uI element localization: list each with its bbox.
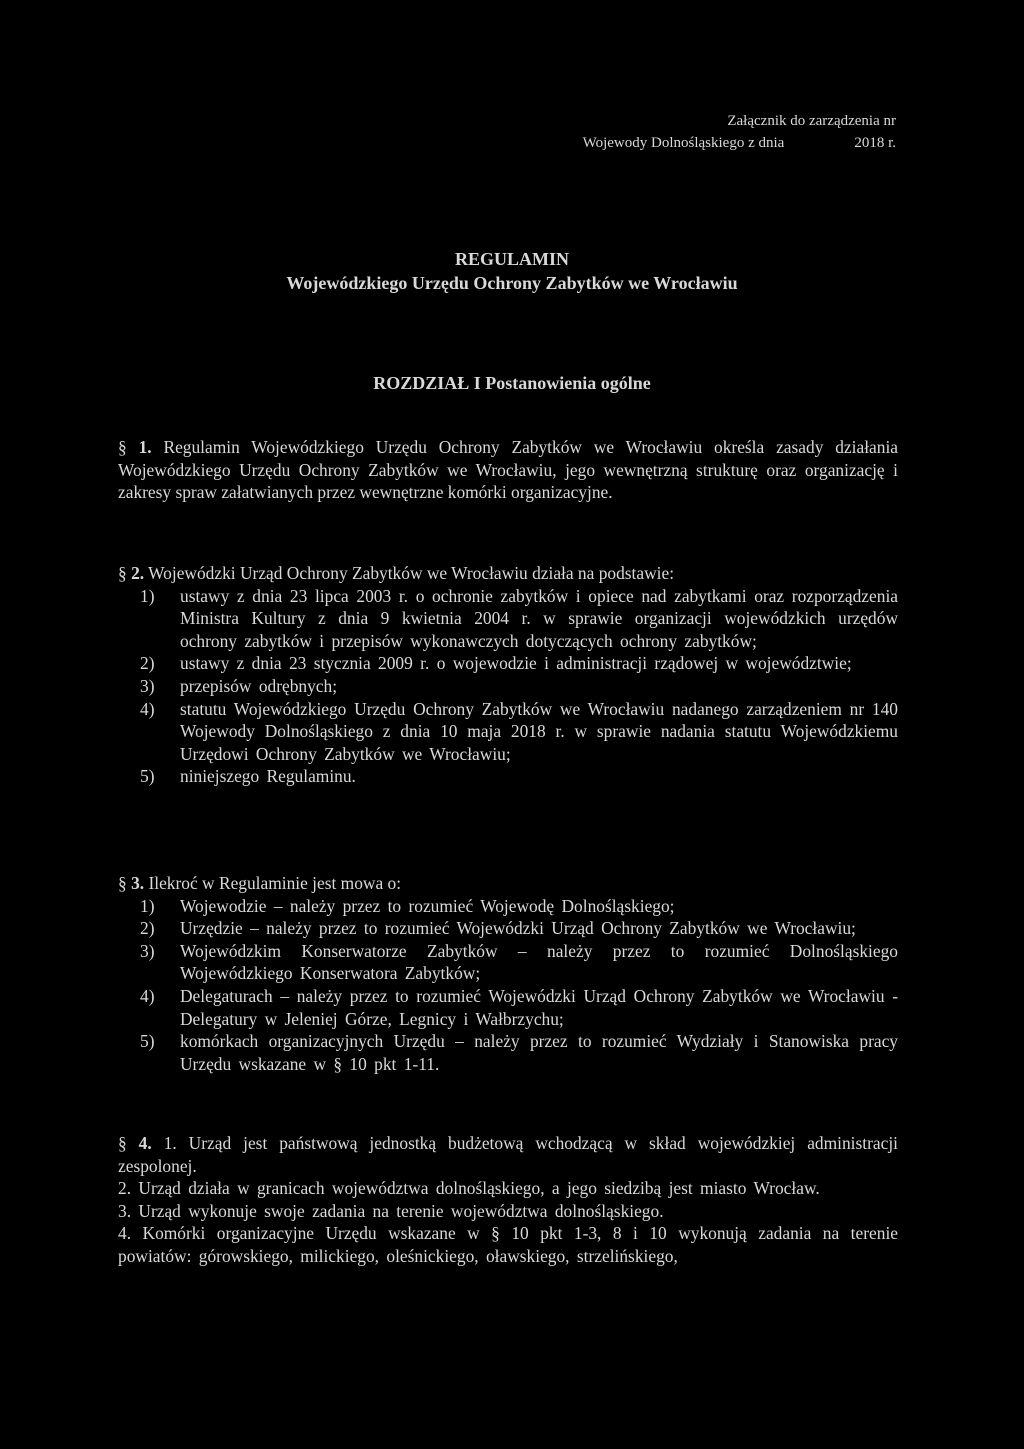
list-item [118, 765, 898, 788]
list-item [118, 698, 898, 766]
header-line-2-left: Wojewody Dolnośląskiego z dnia [582, 135, 785, 151]
section-4-p1: 1. Urząd jest państwową jednostką budżetową wchodzącą w skład wojewódzkiej administracji zespolonej. [118, 1133, 898, 1176]
section-4-p2: 2. Urząd działa w granicach województwa dolnośląskiego, a jego siedzibą jest miasto Wrocław. [118, 1178, 820, 1199]
section-4-paragraph-1 [118, 1132, 898, 1177]
section-4 [118, 1132, 898, 1268]
list-item-text: Urzędzie – należy przez to rozumieć Wojewódzki Urząd Ochrony Zabytków we Wrocławiu; [180, 918, 856, 939]
section-2-list [118, 585, 898, 788]
section-2-intro-paragraph [118, 562, 898, 585]
list-item-text: niniejszego Regulaminu. [180, 766, 356, 787]
section-3-intro: Ilekroć w Regulaminie jest mowa o: [148, 873, 402, 893]
list-item [118, 675, 898, 698]
list-item-text: Wojewodzie – należy przez to rozumieć Wojewodę Dolnośląskiego; [180, 895, 675, 916]
section-1-paragraph [118, 436, 898, 504]
list-item-number: 5) [140, 766, 155, 787]
list-item-text: Delegaturach – należy przez to rozumieć Wojewódzki Urząd Ochrony Zabytków we Wrocławiu - Delegatury w Jeleniej Górze, Legnicy i Wałbrzychu; [180, 985, 898, 1029]
section-4-mark: § [118, 1133, 127, 1153]
header-line-1: Załącznik do zarządzenia nr [727, 113, 896, 129]
section-2-mark: § [118, 563, 127, 583]
list-item-text: przepisów odrębnych; [180, 675, 338, 696]
section-1-number: 1. [138, 437, 152, 457]
list-item-number: 5) [140, 1031, 155, 1052]
section-3 [118, 872, 898, 1075]
list-item-number: 4) [140, 985, 155, 1006]
section-4-p4: 4. Komórki organizacyjne Urzędu wskazane w § 10 pkt 1-3, 8 i 10 wykonują zadania na terenie powiatów: górowskiego, milickiego, oleśnickiego, oławskiego, strzelińskiego, [118, 1223, 898, 1266]
list-item [118, 985, 898, 1030]
section-4-number: 4. [138, 1133, 152, 1153]
list-item [118, 917, 898, 940]
list-item-number: 3) [140, 940, 155, 961]
list-item [118, 895, 898, 918]
list-item [118, 652, 898, 675]
list-item [118, 940, 898, 985]
section-2 [118, 562, 898, 788]
title-line-2: Wojewódzkiego Urzędu Ochrony Zabytków we Wrocławiu [286, 273, 738, 293]
list-item-text: Wojewódzkim Konserwatorze Zabytków – należy przez to rozumieć Dolnośląskiego Wojewódzkiego Konserwatora Zabytków; [180, 940, 898, 984]
header-line-2-year: 2018 r. [854, 135, 896, 151]
section-3-list [118, 895, 898, 1076]
list-item-number: 2) [140, 918, 155, 939]
list-item [118, 1030, 898, 1075]
list-item-number: 1) [140, 895, 155, 916]
title-line-1: REGULAMIN [454, 249, 569, 269]
list-item-number: 3) [140, 675, 155, 696]
section-1-text: Regulamin Wojewódzkiego Urzędu Ochrony Zabytków we Wrocławiu określa zasady działania Wojewódzkiego Urzędu Ochrony Zabytków we Wrocławiu, jego wewnętrzną strukturę oraz organizację i zakresy spraw załatwianych przez wewnętrzne komórki organizacyjne. [118, 437, 899, 503]
list-item-text: ustawy z dnia 23 stycznia 2009 r. o wojewodzie i administracji rządowej w województwie; [180, 653, 852, 674]
section-2-intro: Wojewódzki Urząd Ochrony Zabytków we Wrocławiu działa na podstawie: [148, 563, 675, 583]
header-line-2 [416, 132, 896, 154]
list-item-number: 2) [140, 653, 155, 674]
section-1 [118, 436, 898, 504]
list-item-number: 1) [140, 585, 155, 606]
section-3-intro-paragraph [118, 872, 898, 895]
chapter-heading: ROZDZIAŁ I Postanowienia ogólne [373, 373, 651, 393]
section-3-number: 3. [131, 873, 145, 893]
section-4-p3: 3. Urząd wykonuje swoje zadania na terenie województwa dolnośląskiego. [118, 1200, 664, 1221]
list-item-text: ustawy z dnia 23 lipca 2003 r. o ochronie zabytków i opiece nad zabytkami oraz rozporządzenia Ministra Kultury z dnia 9 kwietnia 2004 r. w sprawie organizacji wojewódzkich urzędów ochrony zabytków i przepisów wykonawczych dotyczących ochrony zabytków; [180, 585, 898, 651]
list-item-number: 4) [140, 698, 155, 719]
document-title [0, 247, 1024, 295]
section-3-mark: § [118, 873, 127, 893]
list-item-text: statutu Wojewódzkiego Urzędu Ochrony Zabytków we Wrocławiu nadanego zarządzeniem nr 140 Wojewody Dolnośląskiego z dnia 10 maja 2018 r. w sprawie nadania statutu Wojewódzkiemu Urzędowi Ochrony Zabytków we Wrocławiu; [180, 698, 898, 764]
list-item [118, 585, 898, 653]
list-item-text: komórkach organizacyjnych Urzędu – należy przez to rozumieć Wydziały i Stanowiska pracy Urzędu wskazane w § 10 pkt 1-11. [180, 1031, 898, 1074]
section-2-number: 2. [131, 563, 145, 583]
attachment-header [416, 110, 896, 154]
section-1-mark: § [118, 437, 127, 457]
